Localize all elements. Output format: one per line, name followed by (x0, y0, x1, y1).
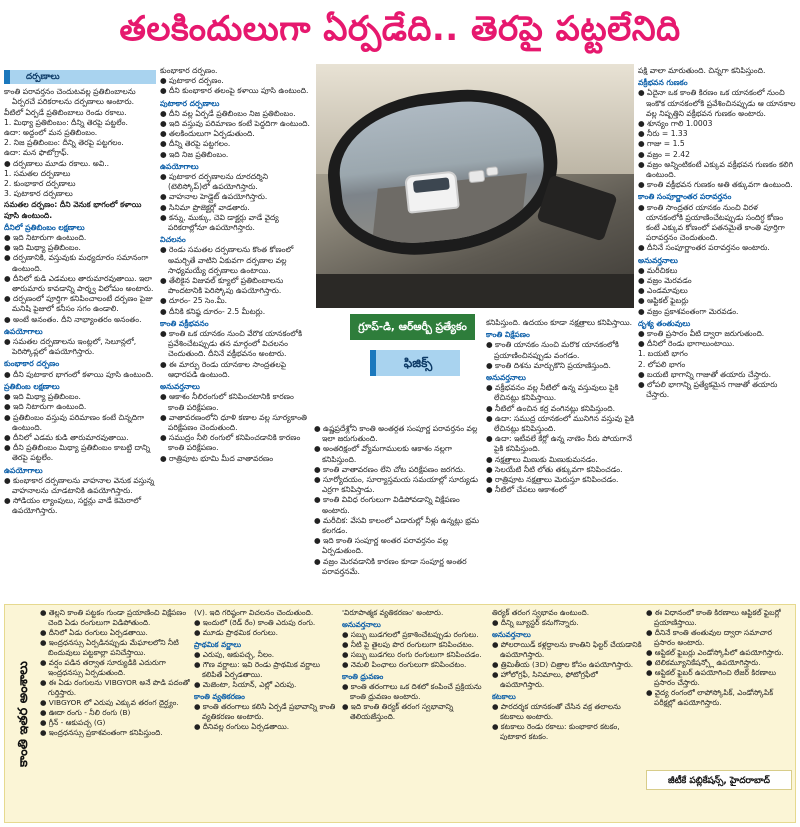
col2-lines-5 (160, 329, 310, 380)
text-line: ● శూన్యం గాలి 1.0003 (638, 119, 713, 129)
publisher-credit: జీటీకే పబ్లికేషన్స్, హైదరాబాద్ (646, 770, 792, 790)
special-badge: గ్రూప్-డి, ఆర్ఆర్బీ ప్రత్యేకం (350, 314, 475, 340)
text-line: 'విరూపాత్మక వ్యతికరణం' అంటారు. (342, 608, 444, 617)
text-line: ● సబ్బు బుడగలు రంగు రంగులుగా కనిపించడం. (342, 650, 482, 659)
text-line: ● దీనిలో ఏడు రంగులు ఏర్పడతాయి. (40, 628, 148, 637)
text-line: ● ఆప్టికల్ ఫైబర్లు ఎండోస్కోపీలో ఉపయోగిస్తారు. (646, 648, 784, 657)
text-line: ● తలకిందులుగా ఏర్పడుతుంది. (160, 129, 255, 139)
col1-heading: సమతల దర్పణం: దీని వెనుక భాగంలో కళాయి పూసి ఉంటుంది. (4, 200, 142, 220)
text-line: ● మూడు ప్రాథమిక రంగులు. (194, 628, 278, 637)
mirror-arm (536, 174, 617, 241)
text-line: 2. కుంభాకార దర్పణాలు (4, 179, 76, 189)
text-line: ● నక్షత్రాలు మిణుకు మిణుకుమనడం. (486, 454, 598, 464)
text-line: ● తెల్లని కాంతి పట్టకం గుండా ప్రయాణించి విక్షేపణం చెంది ఏడు రంగులుగా విడిపోతుంది. (40, 608, 187, 627)
text-line: ● ఇది కాంతి తిర్యక్ తరంగ స్వభావాన్ని తెలియజేస్తుంది. (342, 702, 454, 721)
mirror-reflected-car-small (486, 166, 499, 176)
bc2-subheading-2: కాంతి వ్యతికరణం (194, 692, 245, 701)
text-line: ఉదా: మన ఫొటోగ్రాఫ్. (4, 148, 69, 158)
col5-lines-3 (638, 203, 796, 254)
text-line: ● ఈ మార్పు రెండు యానకాల సాంద్రతలపై ఆధారపడి ఉంటుంది. (160, 359, 287, 379)
col5-lines-2 (638, 88, 796, 190)
col4-subheading-2: అనువర్తనాలు (486, 373, 526, 383)
text-line: ● దర్పణంలో పూర్తిగా కనిపించాలంటే దర్పణం పైజు మనిషి పైజులో కనీసం సగం ఉండాలి. (4, 294, 153, 314)
text-line: ● సినిమా ప్రొజెక్టర్లో వాడతారు. (160, 202, 250, 212)
text-line: ● బయటి భాగాన్ని గాజుతో తయారు చేస్తారు. (638, 369, 771, 379)
text-line: ● లోపలి భాగాన్ని ప్రత్యేకమైన గాజుతో తయారు చేస్తారు. (638, 380, 778, 400)
text-line: కనిపిస్తుంది. ఉదయం కూడా నక్షత్రాలు కనిపిస్తాయి. (486, 318, 633, 327)
text-line: ఉదా: అద్దంలో మన ప్రతిబింబం. (4, 128, 98, 138)
text-line: ● కాంతి వాతావరణం లేని చోట పరిక్షేపణం జరగదు. (314, 464, 466, 474)
col2-lines-2 (160, 109, 310, 160)
text-line: ● ఎరుపు, ఆకుపచ్చ, నీలం. (194, 650, 275, 659)
text-line: ● నీరు = 1.33 (638, 129, 688, 139)
text-line: ● తేలికైన విజువల్ క్యూలో ప్రతిబింబాలను పొందటానికి పెరిస్కోపు ఉపయోగిస్తారు. (160, 276, 284, 296)
page-headline: తలకిందులుగా ఏర్పడేది.. తెరపై పట్టలేనిది (119, 9, 681, 49)
text-line: ● అంతరిక్షంలో వ్యోమగాములకు ఆకాశం నల్లగా కనిపిస్తుంది. (314, 444, 453, 464)
text-line: ● నీటి పై తైలపు పొర రంగులుగా కనిపించటం. (342, 640, 475, 649)
subject-title: ఫిజిక్స్ (370, 350, 460, 376)
text-line: ● రెండు సమతల దర్పణాలను కొంత కోణంలో అమర్చితే వాటిని ఏకువగా దర్పణాల వల్ల సాధ్యమయ్యే దర్పణాలు ఉంటాయి. (160, 245, 294, 275)
col2-lines-4 (160, 245, 310, 316)
text-line: ● కాంతి దిశను మార్చుకొని ప్రయాణిస్తుంది. (486, 360, 611, 370)
text-line: ● పుటాకార దర్పణం. (160, 76, 224, 86)
col5-subheading-1: వక్రీభవన గుణకం (638, 78, 688, 88)
bc3-lines-3 (342, 682, 488, 722)
text-line: ● ఈ విధానంలో కాంతి కిరణాలు ఆప్టికల్ ఫైబర్లో ప్రయాణిస్తాయి. (646, 608, 781, 627)
text-line: ● కాంతి తరంగాలు కలిసి ఏర్పడే ప్రభావాన్ని కాంతి వ్యతికరణం అంటారు. (194, 702, 336, 721)
text-line: ● హోలోగ్రఫీ, సినిమాలు, ఫోటోగ్రఫీలో ఉపయోగిస్తారు. (492, 670, 598, 689)
text-line: ● ఇది వస్తువు పరిమాణం కంటే పెద్దదిగా ఉంటుంది. (160, 119, 310, 129)
text-line: ● ఇందులో (రెడ్ రేం) కాంతి ఎరుపు రంగు. (194, 618, 316, 627)
text-line: ● దర్పణాలు మూడు రకాలు. అవి.. (4, 158, 110, 168)
bc3-subheading-1: అనువర్తనాలు (342, 620, 381, 629)
text-line: (V). ఇది గరిష్ఠంగా విచలనం చెందుతుంది. (194, 608, 314, 617)
col1-lines (4, 87, 156, 199)
bc3-subheading-2: కాంతి ధ్రువణం (342, 672, 384, 681)
text-line: ● రాత్రిపూట భూమి మీద వాతావరణం (160, 453, 274, 463)
bc4-subheading-1: అనువర్తనాలు (492, 630, 531, 639)
text-line: ● ఊదా రంగు - నీలి రంగు (B) (40, 708, 131, 717)
text-line: ● ఇది మిథ్యా ప్రతిబింబం. (4, 392, 81, 402)
text-line: ● పోలరాయిడ్ కళ్లద్దాలను కాంతిని ఫిల్టర్ చేయడానికి ఉపయోగిస్తారు. (492, 640, 642, 659)
column-2 (160, 66, 310, 602)
col4-lines (486, 318, 634, 328)
text-line: ● సబ్బు బుడగలలో ప్రకాశించేటప్పుడు రంగులు. (342, 630, 479, 639)
text-line: ● దూరం- 25 సెం.మీ. (160, 296, 228, 306)
text-line: ● దీన్ని తెరపై పట్టగలం. (160, 139, 231, 149)
bc3-lines-2 (342, 630, 488, 670)
bottom-column-5 (646, 608, 788, 766)
column-4 (486, 318, 634, 602)
text-line: ● దర్పణానికి, వస్తువుకు మధ్యదూరం సమానంగా ఉంటుంది. (4, 253, 149, 273)
column-1 (4, 66, 156, 602)
text-line: కాంతి పరావర్తనం చెందుటవల్ల ప్రతిబింబాలను ఏర్పరచే పరికరాలను దర్పణాలు అంటారు. (4, 87, 136, 107)
text-line: ● దీనిలో ఎడమ కుడి తారుమారవుతాయి. (4, 432, 129, 442)
bc2-lines (194, 608, 338, 638)
text-line: ● వర్షం పడిన తర్వాత సూర్యుడికి ఎదురుగా ఇంద్రధనస్సు ఏర్పడుతుంది. (40, 658, 166, 677)
bottom-column-3 (342, 608, 488, 818)
col1-lines-2 (4, 233, 156, 325)
text-line: 1. సమతల దర్పణాలు (4, 168, 71, 178)
text-line: ● ఆప్టికల్ ఫైబర్లు (638, 296, 689, 306)
text-line: ● దీని పుటాకార భాగంలో కళాయి పూసి ఉంటుంది. (4, 369, 154, 379)
col4-lines-2 (486, 340, 634, 371)
col4-lines-4 (486, 465, 634, 496)
text-line: ● వజ్రం మెరవడానికి కారణం కూడా సంపూర్ణ అంతర పరావర్తనమే. (314, 556, 467, 576)
col5-lines (638, 66, 796, 76)
text-line: ● పుటాకార దర్పణాలను దూరదర్శిని (టెలిస్కోప్)లో ఉపయోగిస్తారు. (160, 172, 269, 192)
bc3-lines (342, 608, 488, 618)
col5-lines-5 (638, 329, 796, 400)
text-line: ● దీనికి కనిష్ఠ దూరం- 2.5 మీటర్లు. (160, 306, 266, 316)
text-line: 2. నిజ ప్రతిబింబం: దీన్ని తెరపై పట్టగలం. (4, 138, 124, 148)
text-line: ● మెజెంటా, సియాన్, ఎల్లో ఎరుపు. (194, 680, 297, 689)
text-line: ● ఆకాశం నీలిరంగులో కనిపించటానికి కారణం కాంతి పరిక్షేపణం. (160, 392, 294, 412)
bottom-column-1 (40, 608, 190, 818)
text-line: ● వజ్రం అన్నింటికంటే ఎక్కువ వక్రీభవన గుణకం కలిగి ఉంటుంది. (638, 159, 794, 180)
text-line: ● దీని కుంభాకార తలంపై కళాయి పూసి ఉంటుంది. (160, 86, 309, 96)
bc5-lines (646, 608, 788, 708)
bottom-column-2 (194, 608, 338, 818)
text-line: ● దీనిలో కుడి ఎడమలు తారుమారవుతాయి. ఇలా తారుమారు కావడాన్ని పార్శ్వ విలోమం అంటారు. (4, 273, 154, 294)
col1-lines-4 (4, 370, 156, 380)
text-line: ● దీనినే సంపూర్ణాంతర పరావర్తనం అంటారు. (638, 243, 770, 253)
text-line: ● కాంతి ఒక యానకం నుంచి వేరొక యానకంలోకి ప్రవేశించేటప్పుడు తన మార్గంలో విచలనం చెందుతుంది. దీనినే వక్రీభవనం అంటారు. (160, 329, 303, 359)
text-line: 2. లోపలి భాగం (638, 359, 686, 369)
text-line: ● కాంతి వక్రీభవన గుణకం అతి తక్కువగా ఉంటుంది. (638, 180, 793, 190)
col2-lines-3 (160, 172, 310, 233)
col5-subheading-4: దృశ్య తంతువులు (638, 318, 691, 328)
text-line: తిర్యక్ తరంగ స్వభావం ఉంటుంది. (492, 608, 590, 617)
car-door-panel (316, 274, 634, 308)
text-line: ● ప్రతిబింబం వస్తువు పరిమాణం కంటే చిన్నదిగా ఉంటుంది. (4, 412, 145, 432)
text-line: ● రాత్రిపూట నక్షత్రాలు మెరుస్తూ కనిపించడం. (486, 475, 619, 485)
text-line: ● టెలికమ్యూనికేషన్స్లో ఉపయోగిస్తారు. (646, 658, 761, 667)
text-line: ● ఉదా: ఇటీవలే కేర్లో ఉన్న నాణెం నీరు పోయగానే పైకి కనిపిస్తుంది. (486, 434, 632, 454)
col1-lines-6 (4, 476, 156, 517)
col1-lines-5 (4, 392, 156, 463)
text-line: ● వాహనాల హెడ్లైట్ ఉపయోగిస్తారు. (160, 192, 268, 202)
mirror-reflected-car (404, 171, 460, 214)
col2-subheading-4: కాంతి వక్రీభవనం (160, 318, 209, 328)
text-line: ● మరీచికలు (638, 265, 678, 275)
text-line: ● నెమలి పింఛాలు రంగులుగా కనిపించటం. (342, 660, 467, 669)
col1-subheading-5: ఉపయోగాలు (4, 465, 43, 475)
text-line: ● ఈ ఏడు రంగులను VIBGYOR అనే పొడి పదంతో గుర్తిస్తారు. (40, 678, 190, 697)
text-line: ● ఉష్ణప్రదేశ్లోని కాంతి అంతర్గత సంపూర్ణ పరావర్తనం వల్ల ఇలా జరుగుతుంది. (314, 424, 478, 444)
text-line: ● వజ్రం = 2.42 (638, 149, 690, 159)
text-line: ● కాంతి సాంద్రతర యానకం నుంచి విరళ యానకంలోకి ప్రయాణించేటప్పుడు సందిగ్ధ కోణం కంటే ఎక్కువ కోణంలో పతనమైతే కాంతి పూర్తిగా పరావర్తనం చెందుతుంది. (638, 202, 785, 243)
text-line: ● ఆప్టికల్ ఫైబర్ ఉపయోగించి లేజర్ కిరణాలు ప్రసారం చేస్తారు. (646, 668, 777, 687)
text-line: ● సూర్యోదయం, సూర్యాస్తమయ సమయాల్లో సూర్యుడు ఎర్రగా కనిపిస్తాడు. (314, 475, 479, 495)
text-line: ● ఏదైనా ఒక కాంతి కిరణం ఒక యానకంలో నుంచి ఇంకొక యానకంలోకి ప్రవేశించినప్పుడు ఆ యానకాల వల్ల నిష్పత్తిని వక్రీభవన గుణకం అంటారు. (638, 88, 796, 118)
text-line: వీటిలో ఏర్పడే ప్రతిబింబాలు రెండు రకాలు. (4, 107, 127, 117)
col1-subheading-2: ఉపయోగాలు (4, 326, 43, 336)
text-line: ● ఇంద్రధనస్సు ఏర్పడినప్పుడు మేఘాలలోని నీటి బిందువులు పట్టకాల్లా పనిచేస్తాయి. (40, 638, 179, 657)
bc2-lines-2 (194, 650, 338, 690)
col2-lines-6 (160, 392, 310, 463)
car-mirror-photo (316, 64, 634, 308)
text-line: ● వజ్రం ప్రకాశవంతంగా మెరవడం. (638, 306, 739, 316)
col2-subheading-5: అనువర్తనాలు (160, 382, 200, 392)
text-line: ● వాతావరణంలోని ధూళి కణాల వల్ల సూర్యకాంతి పరిక్షేపణం చెందుతుంది. (160, 412, 307, 432)
column-5 (638, 66, 796, 602)
text-line: ● ఇది కాంతి సంపూర్ణ అంతర పరావర్తనం వల్ల ఏర్పడుతుంది. (314, 536, 449, 556)
text-line: ● వజ్రం మెరవడం (638, 276, 692, 286)
col2-subheading-2: ఉపయోగాలు (160, 161, 199, 171)
text-line: 1. మిథ్యా ప్రతిబింబం: దీన్ని తెరపై పట్టలేం. (4, 117, 128, 127)
text-line: ● కటకాలు రెండు రకాలు: కుంభాకార కటకం, పుటాకార కటకం. (492, 722, 620, 741)
text-line: ● సమతల దర్పణాలను ఇంట్లలో, సెలూన్లలో, పెరిస్కోప్లలో ఉపయోగిస్తారు. (4, 337, 137, 357)
text-line: 1. బయటి భాగం (638, 349, 688, 359)
text-line: ● సోడియం ల్యాంపులు, సర్జన్లు వాడే కెమెరాలో ఉపయోగిస్తారు. (4, 496, 142, 516)
bottom-vertical-title: కాంతి ఇతర అంశాలు (16, 661, 31, 767)
text-line: ● నీటిలో ఉంచిన కర్ర వంగినట్లు కనిపిస్తుంది. (486, 403, 615, 413)
bc1-lines (40, 608, 190, 738)
bc4-lines-2 (492, 640, 642, 690)
text-line: ● ఇది నిటారుగా ఉంటుంది. (4, 233, 87, 243)
text-line: ● దీనివల్ల రంగులు ఏర్పడతాయి. (194, 722, 290, 731)
text-line: 3. పుటాకార దర్పణాలు (4, 189, 73, 199)
col5-lines-4 (638, 266, 796, 317)
text-line: ● నీటిలో చేపలు ఆకాశంలో (486, 485, 567, 495)
text-line: ● గాజు = 1.5 (638, 139, 685, 149)
text-line: ● ఇది నిజ ప్రతిబింబం. (160, 149, 229, 159)
col4-lines-3 (486, 383, 634, 465)
text-line: ● దీని వల్ల ఏర్పడే ప్రతిబింబం నిజ ప్రతిబింబం. (160, 108, 296, 118)
text-line: ● వైద్య రంగంలో లాపోస్కోపిక్, ఎండోస్కోపిక్ పరీక్షల్లో ఉపయోగిస్తారు. (646, 688, 774, 707)
col2-subheading-3: విచలనం (160, 235, 186, 245)
text-line: ● మరీచిక: వేసవి కాలంలో ఎడారుల్లో నీళ్లు ఉన్నట్లు భ్రమ కలగడం. (314, 515, 480, 536)
text-line: ● త్రిమితీయ (3D) చిత్రాల కోసం ఉపయోగిస్తారు. (492, 660, 634, 669)
col1-lines-3 (4, 337, 156, 357)
bc2-subheading-1: ప్రాథమిక వర్ణాలు (194, 640, 242, 649)
bc4-subheading-2: కటకాలు (492, 692, 516, 701)
text-line: ● కుంభాకార దర్పణాలను వాహనాల వెనుక వస్తున్న వాహనాలను చూడటానికి ఉపయోగిస్తారు. (4, 475, 155, 495)
text-line: ● అంటే అనంతం. దీని నాభ్యాంతరం అనంతం. (4, 314, 142, 324)
text-line: ● వక్రీభవనం వల్ల నీటిలో ఉన్న వస్తువులు పైకి లేచినట్లు కనిపిస్తాయి. (486, 383, 619, 403)
text-line: ● గౌణ వర్ణాలు: ఇవి రెండు ప్రాథమిక వర్ణాలు కలిపితే ఏర్పడతాయి. (194, 660, 321, 679)
col1-subheading-3: కుంభాకార దర్పణం (4, 359, 60, 369)
column-3 (314, 424, 482, 602)
text-line: పక్షి వాలా మారుతుంది. చిన్నగా కనిపిస్తుంది. (638, 66, 766, 75)
col5-subheading-2: కాంతి సంపూర్ణాంతర పరావర్తనం (638, 192, 732, 202)
col5-subheading-3: అనువర్తనాలు (638, 255, 678, 265)
col2-lines (160, 66, 310, 97)
text-line: ● దీనినే కాంతి తంతువుల ద్వారా సమాచార ప్రసారం అంటారు. (646, 628, 772, 647)
mirror-reflected-car-small (468, 170, 485, 184)
text-line: ● ఇంద్రధనస్సు ప్రకాశవంతంగా కనిపిస్తుంది. (40, 728, 163, 737)
bc2-lines-3 (194, 702, 338, 732)
text-line: ● కన్ను, ముక్కు, చెవి డాక్టర్లు వాడే వైద్య పరికరాల్లోనూ ఉపయోగిస్తారు. (160, 212, 279, 233)
col1-subheading-1: దీనిలో ప్రతిబింబం లక్షణాలు (4, 222, 85, 232)
col4-subheading-1: కాంతి విక్షేపణం (486, 330, 530, 340)
text-line: ● సముద్రం నీలి రంగులో కనిపించడానికి కారణం కాంతి పరిక్షేపణం. (160, 433, 301, 453)
text-line: ● ఇది మిథ్యా ప్రతిబింబం. (4, 243, 81, 253)
text-line: ● ఎండమావులు (638, 286, 688, 296)
text-line: ● దీనిలో రెండు భాగాలుంటాయి. (638, 339, 735, 349)
bottom-column-4 (492, 608, 642, 818)
text-line: ● ఇది నిటారుగా ఉంటుంది. (4, 402, 87, 412)
text-line: ● ఉదా: సముద్ర యానకంలో మునిగిన వస్తువు పైకి లేచినట్లు కనిపిస్తుంది. (486, 413, 634, 434)
text-line: ● గ్రీన్ - ఆకుపచ్చ (G) (40, 718, 106, 727)
text-line: ● కాంతి తరంగాలు ఒక దిశలో కంపించే ప్రక్రియను కాంతి ధ్రువణం అంటారు. (342, 682, 482, 701)
text-line: కుంభాకార దర్పణం. (160, 66, 218, 75)
text-line: ● దీని ప్రతిబింబం మిథ్యా ప్రతిబింబం కాబట్టి దాన్ని తెరపై పట్టలేం. (4, 443, 151, 463)
text-line: ● కాంతి ప్రసారం వీటి ద్వారా జరుగుతుంది. (638, 329, 765, 339)
text-line: ● పారదర్శక యానకంతో చేసిన వక్ర తలాలను కటకాలు అంటారు. (492, 702, 621, 721)
text-line: ● VIBGYOR లో ఎరుపు ఎక్కువ తరంగ దైర్ఘ్యం. (40, 698, 179, 707)
section-title-mirrors: దర్పణాలు (4, 70, 156, 84)
col1-subheading-4: ప్రతిబింబ లక్షణాలు (4, 381, 60, 391)
text-line: ● కాంతి వివిధ రంగులుగా విడిపోవడాన్ని విక్షేపణం అంటారు. (314, 495, 460, 515)
bc4-lines (492, 608, 642, 628)
text-line: ● దీన్ని బ్యూస్టర్ కనుగొన్నారు. (492, 618, 579, 627)
text-line: ● సెలయేటి నీటి లోతు తక్కువగా కనిపించడం. (486, 464, 623, 474)
bc4-lines-3 (492, 702, 642, 742)
col2-subheading-1: పుటాకార దర్పణాలు (160, 98, 220, 108)
col3-lines (314, 424, 482, 577)
text-line: ● కాంతి యానకం నుంచి మరొక యానకంలోకి ప్రయాణించినప్పుడు వంగడం. (486, 340, 619, 360)
